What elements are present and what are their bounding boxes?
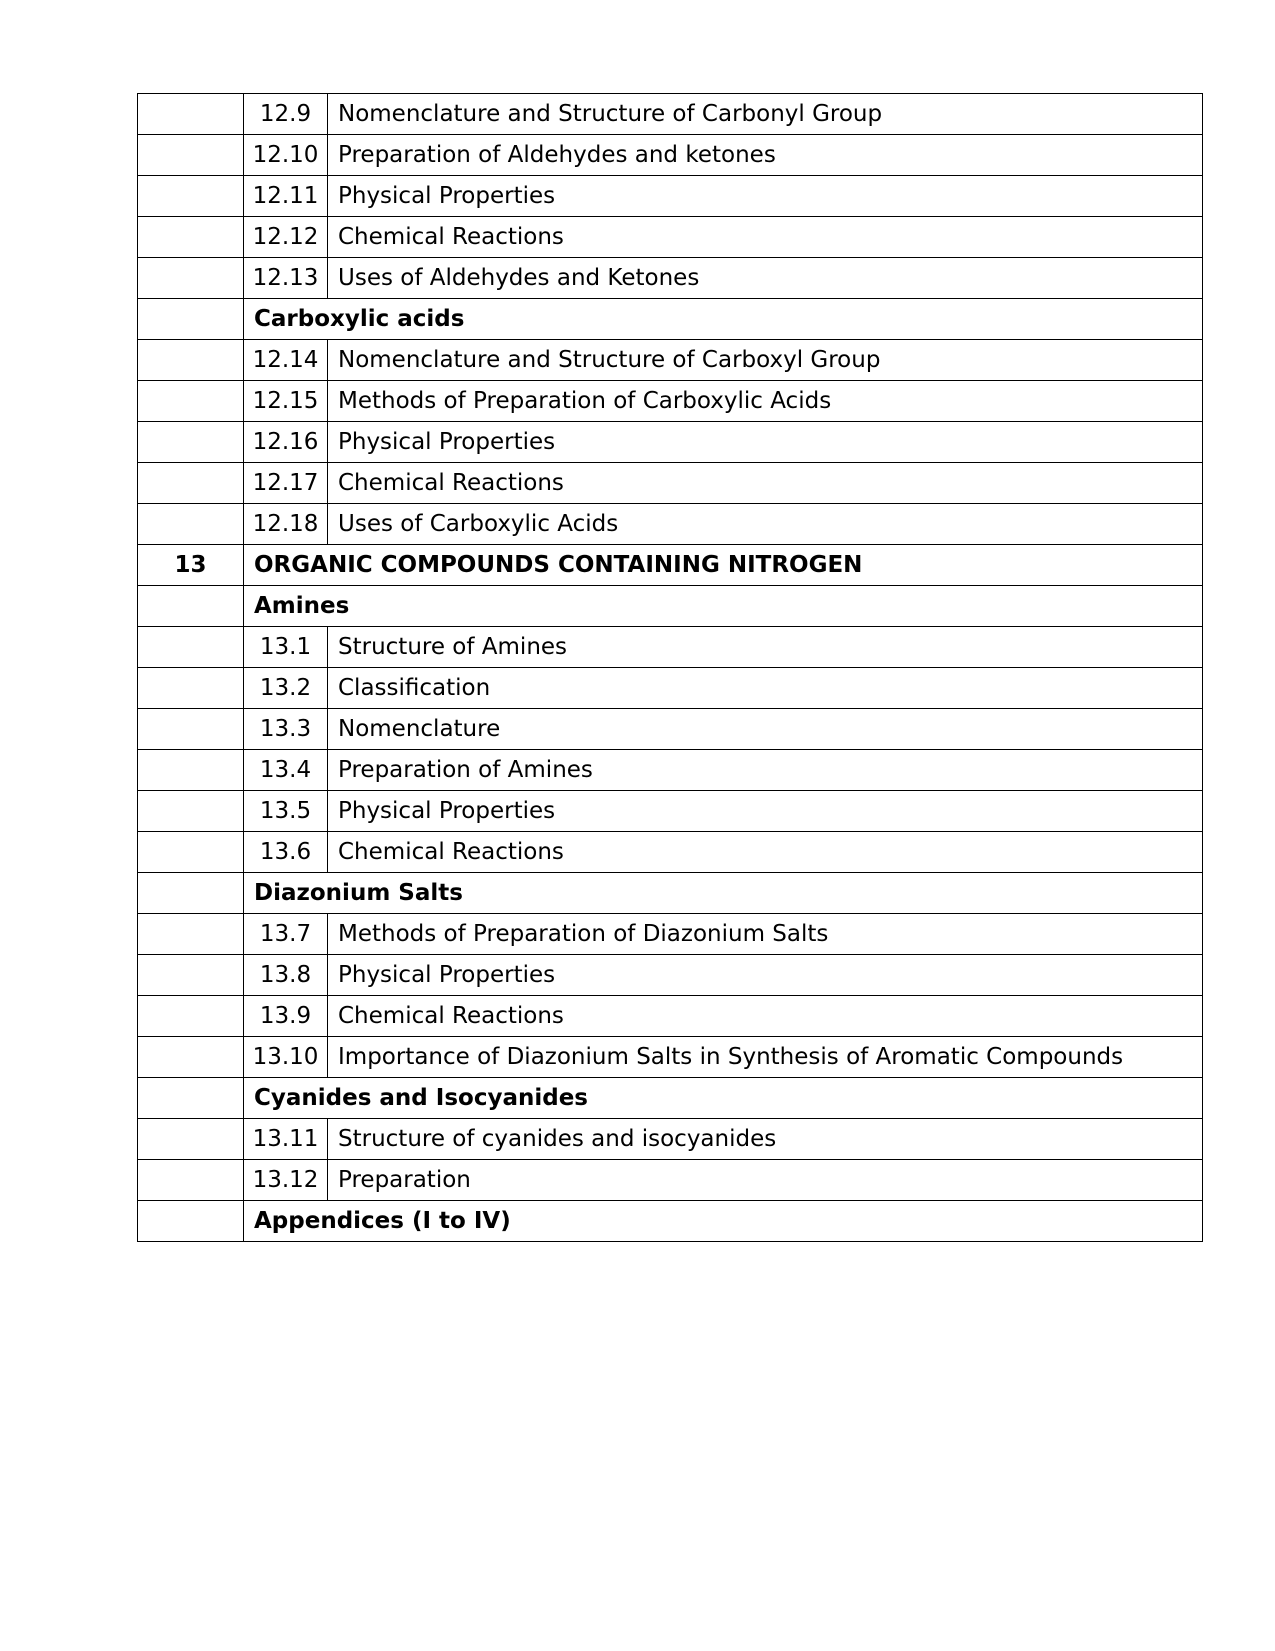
section-heading-cell: Amines [244, 586, 1203, 627]
table-row [138, 176, 1203, 217]
section-heading-cell: Carboxylic acids [244, 299, 1203, 340]
topic-number-cell: 12.9 [244, 94, 328, 135]
topic-title-cell: Nomenclature and Structure of Carbonyl Group [328, 94, 1203, 135]
unit-number-cell [138, 340, 244, 381]
topic-number-cell: 13.6 [244, 832, 328, 873]
table-row [138, 955, 1203, 996]
table-row [138, 299, 1203, 340]
table-row [138, 709, 1203, 750]
topic-title-cell: Structure of cyanides and isocyanides [328, 1119, 1203, 1160]
unit-number-cell [138, 381, 244, 422]
syllabus-table-body [138, 94, 1203, 1242]
topic-title-cell: Nomenclature [328, 709, 1203, 750]
topic-title-cell: Preparation of Amines [328, 750, 1203, 791]
topic-number-cell: 13.3 [244, 709, 328, 750]
topic-title-cell: Physical Properties [328, 422, 1203, 463]
table-row [138, 1201, 1203, 1242]
unit-title-cell: ORGANIC COMPOUNDS CONTAINING NITROGEN [244, 545, 1203, 586]
unit-number-cell [138, 176, 244, 217]
unit-number-cell [138, 94, 244, 135]
section-heading-cell: Cyanides and Isocyanides [244, 1078, 1203, 1119]
table-row [138, 381, 1203, 422]
topic-number-cell: 13.9 [244, 996, 328, 1037]
topic-number-cell: 13.5 [244, 791, 328, 832]
topic-title-cell: Importance of Diazonium Salts in Synthesis of Aromatic Compounds [328, 1037, 1203, 1078]
topic-title-cell: Methods of Preparation of Diazonium Salts [328, 914, 1203, 955]
topic-title-cell: Methods of Preparation of Carboxylic Acids [328, 381, 1203, 422]
topic-title-cell: Chemical Reactions [328, 463, 1203, 504]
unit-number-cell [138, 750, 244, 791]
unit-number-cell [138, 996, 244, 1037]
table-row [138, 586, 1203, 627]
table-row [138, 135, 1203, 176]
topic-number-cell: 12.16 [244, 422, 328, 463]
table-row [138, 340, 1203, 381]
topic-title-cell: Uses of Aldehydes and Ketones [328, 258, 1203, 299]
topic-number-cell: 12.12 [244, 217, 328, 258]
table-row [138, 873, 1203, 914]
unit-number-cell [138, 258, 244, 299]
table-row [138, 217, 1203, 258]
table-row [138, 422, 1203, 463]
unit-number-cell [138, 914, 244, 955]
unit-number-cell [138, 504, 244, 545]
topic-title-cell: Uses of Carboxylic Acids [328, 504, 1203, 545]
topic-number-cell: 12.18 [244, 504, 328, 545]
unit-number-cell: 13 [138, 545, 244, 586]
unit-number-cell [138, 1201, 244, 1242]
table-row [138, 791, 1203, 832]
topic-number-cell: 12.17 [244, 463, 328, 504]
topic-title-cell: Chemical Reactions [328, 832, 1203, 873]
topic-number-cell: 12.10 [244, 135, 328, 176]
table-row [138, 504, 1203, 545]
unit-number-cell [138, 627, 244, 668]
unit-number-cell [138, 873, 244, 914]
table-row [138, 545, 1203, 586]
unit-number-cell [138, 422, 244, 463]
table-row [138, 1160, 1203, 1201]
topic-title-cell: Classification [328, 668, 1203, 709]
topic-number-cell: 13.1 [244, 627, 328, 668]
unit-number-cell [138, 1119, 244, 1160]
table-row [138, 94, 1203, 135]
unit-number-cell [138, 709, 244, 750]
topic-title-cell: Chemical Reactions [328, 217, 1203, 258]
topic-title-cell: Nomenclature and Structure of Carboxyl Group [328, 340, 1203, 381]
topic-title-cell: Preparation [328, 1160, 1203, 1201]
unit-number-cell [138, 135, 244, 176]
topic-number-cell: 12.14 [244, 340, 328, 381]
unit-number-cell [138, 668, 244, 709]
table-row [138, 258, 1203, 299]
table-row [138, 463, 1203, 504]
topic-title-cell: Preparation of Aldehydes and ketones [328, 135, 1203, 176]
table-row [138, 914, 1203, 955]
topic-number-cell: 12.13 [244, 258, 328, 299]
table-row [138, 832, 1203, 873]
table-row [138, 627, 1203, 668]
topic-number-cell: 13.4 [244, 750, 328, 791]
unit-number-cell [138, 1037, 244, 1078]
topic-number-cell: 13.12 [244, 1160, 328, 1201]
unit-number-cell [138, 299, 244, 340]
section-heading-cell: Appendices (I to IV) [244, 1201, 1203, 1242]
unit-number-cell [138, 832, 244, 873]
topic-title-cell: Structure of Amines [328, 627, 1203, 668]
unit-number-cell [138, 463, 244, 504]
unit-number-cell [138, 1078, 244, 1119]
topic-number-cell: 12.11 [244, 176, 328, 217]
table-row [138, 750, 1203, 791]
unit-number-cell [138, 1160, 244, 1201]
table-row [138, 1078, 1203, 1119]
syllabus-table [137, 93, 1203, 1242]
unit-number-cell [138, 217, 244, 258]
topic-number-cell: 13.10 [244, 1037, 328, 1078]
topic-title-cell: Physical Properties [328, 791, 1203, 832]
section-heading-cell: Diazonium Salts [244, 873, 1203, 914]
unit-number-cell [138, 586, 244, 627]
table-row [138, 996, 1203, 1037]
table-row [138, 1037, 1203, 1078]
unit-number-cell [138, 955, 244, 996]
table-row [138, 668, 1203, 709]
topic-title-cell: Chemical Reactions [328, 996, 1203, 1037]
topic-number-cell: 13.2 [244, 668, 328, 709]
topic-number-cell: 13.11 [244, 1119, 328, 1160]
unit-number-cell [138, 791, 244, 832]
topic-number-cell: 13.8 [244, 955, 328, 996]
topic-number-cell: 12.15 [244, 381, 328, 422]
topic-title-cell: Physical Properties [328, 176, 1203, 217]
topic-number-cell: 13.7 [244, 914, 328, 955]
topic-title-cell: Physical Properties [328, 955, 1203, 996]
table-row [138, 1119, 1203, 1160]
